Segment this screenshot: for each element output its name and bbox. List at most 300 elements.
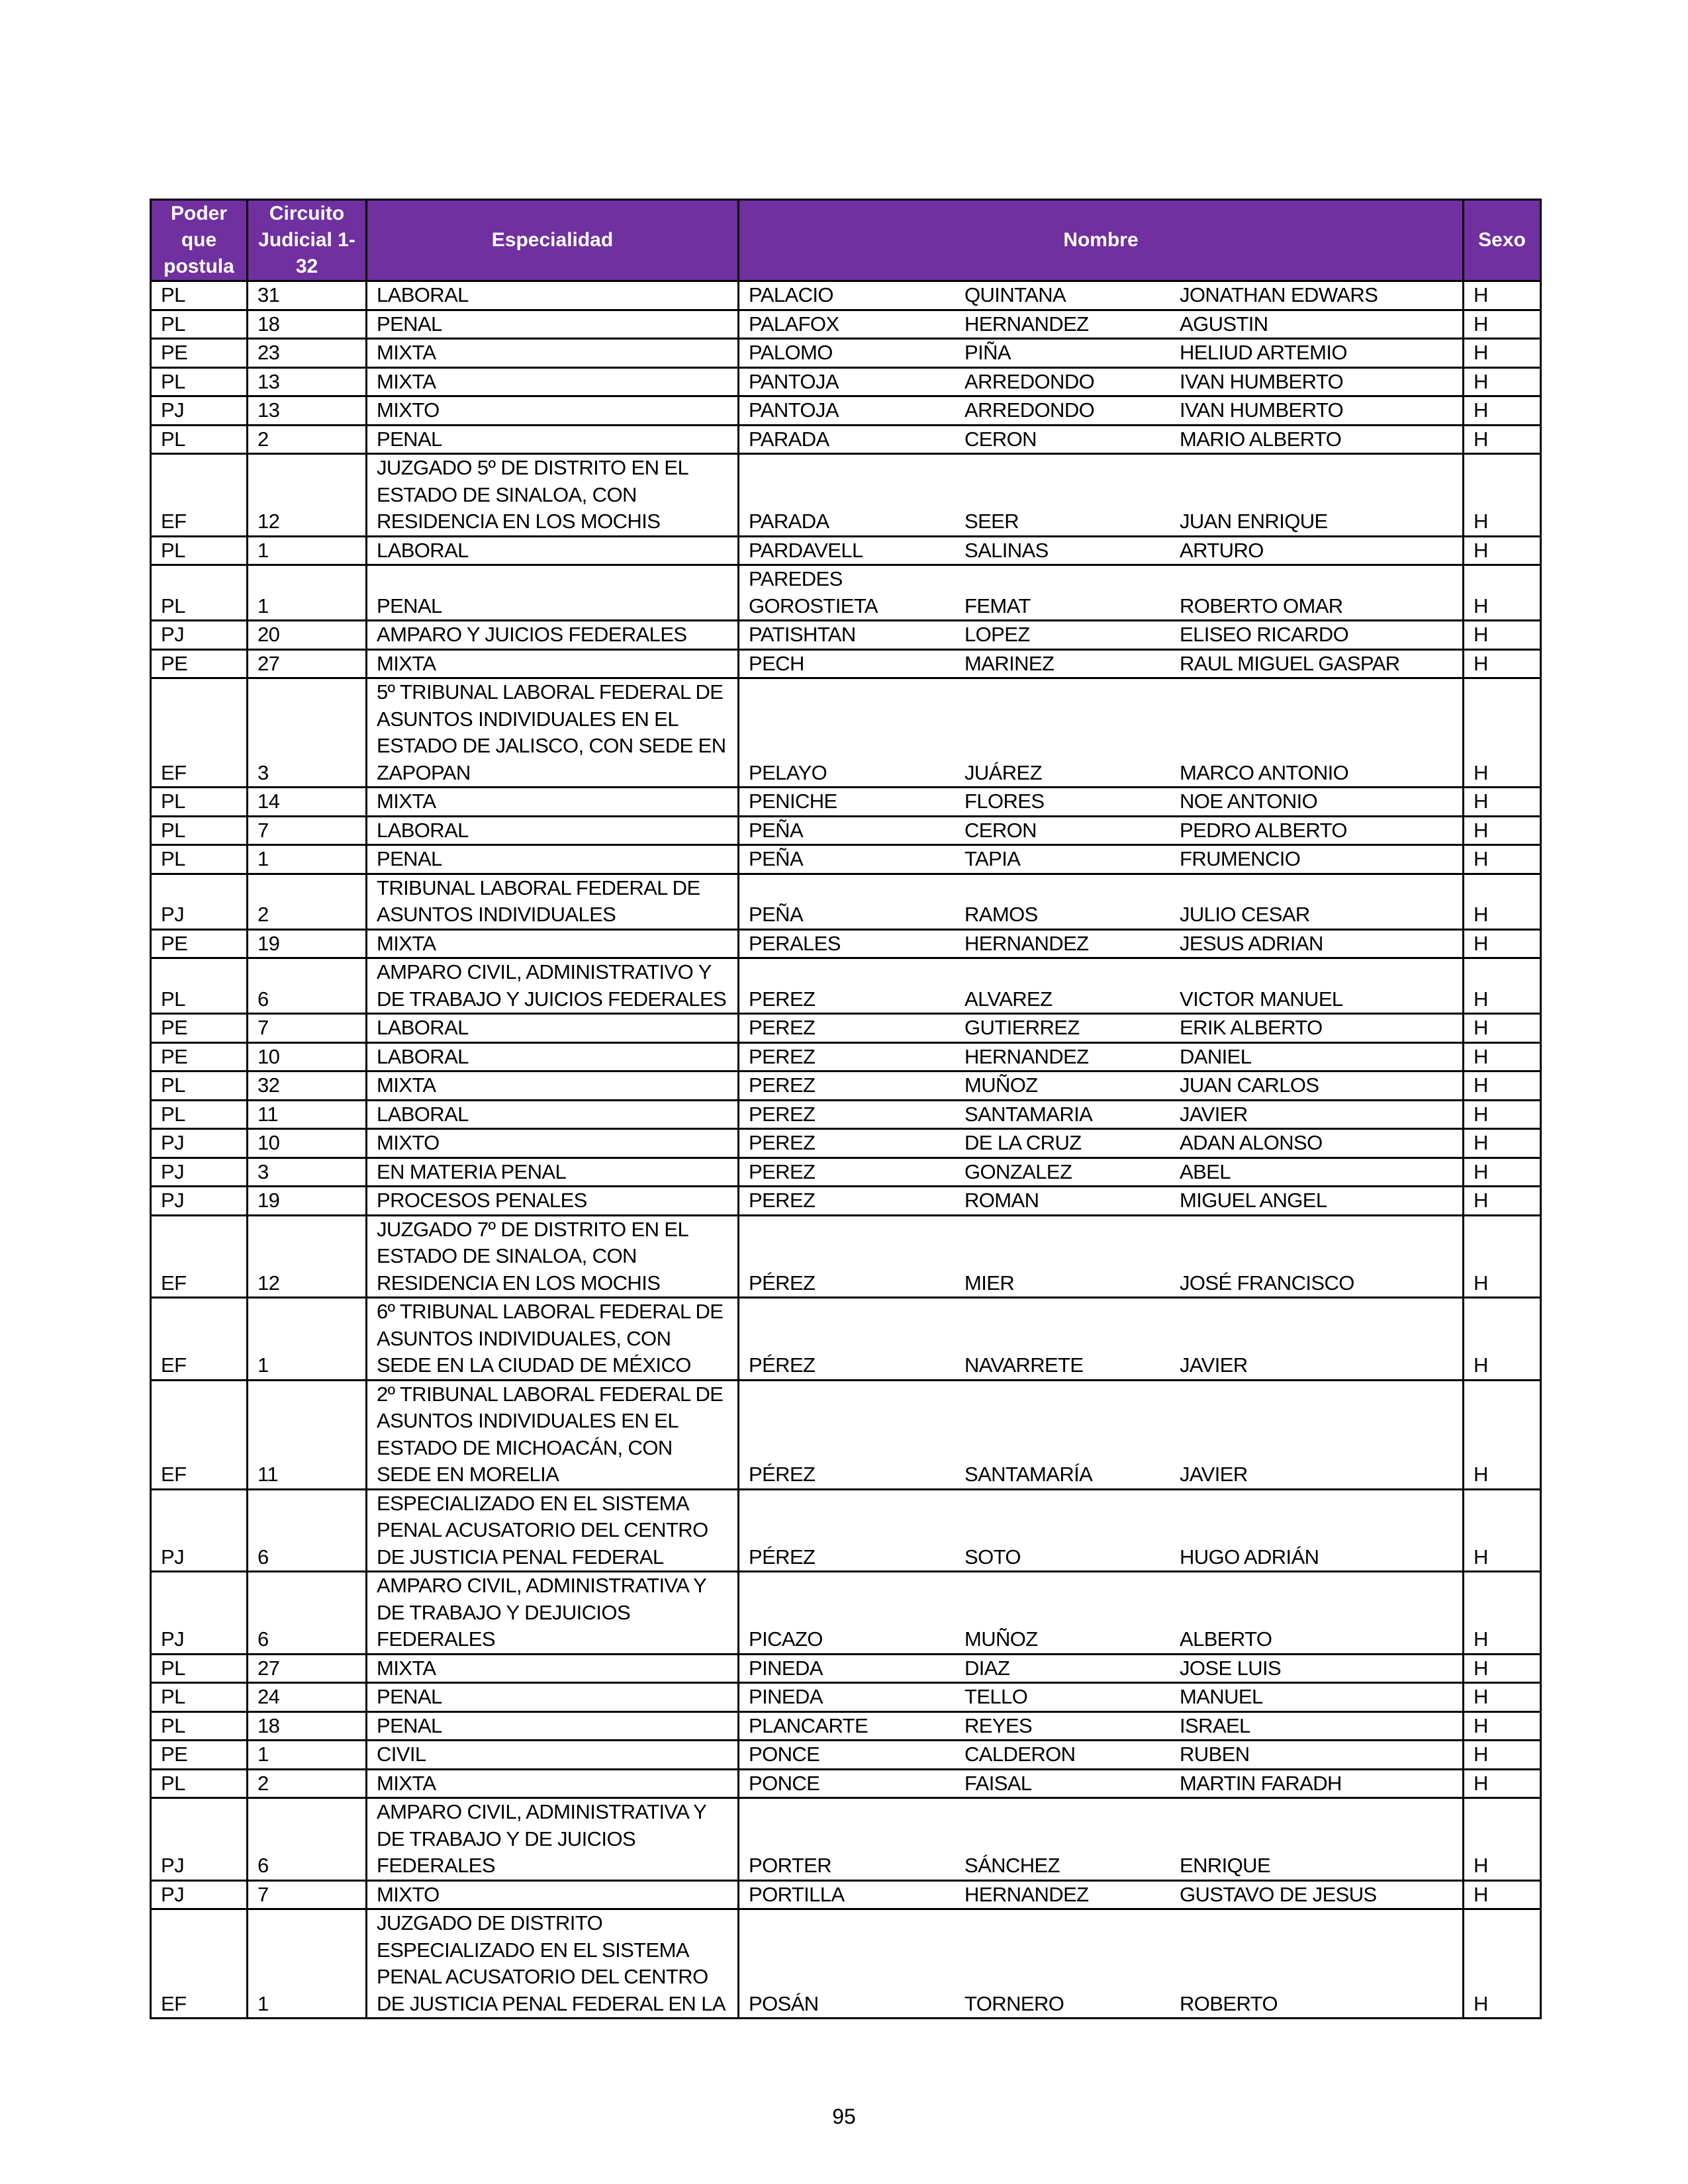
cell-especialidad: PENAL (367, 845, 739, 874)
table-row (151, 1880, 1541, 1909)
cell-especialidad: JUZGADO 7º DE DISTRITO EN EL ESTADO DE SINALOA, CON RESIDENCIA EN LOS MOCHIS (367, 1215, 739, 1298)
cell-apellido-materno: FLORES (964, 790, 1045, 813)
cell-apellido-materno: CERON (964, 427, 1037, 451)
cell-apellido-paterno: PECH (749, 651, 804, 675)
cell-sexo: H (1464, 649, 1541, 678)
table-row (151, 1798, 1541, 1881)
cell-nombre (739, 1187, 1464, 1216)
cell-especialidad: LABORAL (367, 1014, 739, 1043)
nombre-group (739, 508, 1462, 535)
cell-circuito: 1 (248, 1298, 367, 1381)
cell-apellido-materno: HERNANDEZ (964, 931, 1089, 955)
cell-nombre (739, 788, 1464, 817)
table-row (151, 874, 1541, 929)
cell-apellido-paterno: PORTER (749, 1854, 832, 1877)
cell-nombres: JULIO CESAR (1180, 903, 1310, 926)
cell-sexo: H (1464, 1298, 1541, 1381)
cell-nombres: JOSE LUIS (1180, 1656, 1282, 1680)
nombre-group (739, 1461, 1462, 1488)
table-row (151, 678, 1541, 788)
cell-nombres: ENRIQUE (1180, 1854, 1271, 1877)
table-row (151, 425, 1541, 454)
cell-apellido-materno: ALVAREZ (964, 987, 1053, 1011)
cell-apellido-materno: ARREDONDO (964, 369, 1095, 393)
nombre-group (739, 369, 1462, 396)
nombre-group (739, 1684, 1462, 1711)
cell-apellido-materno: FAISAL (964, 1771, 1032, 1795)
table-row (151, 565, 1541, 621)
cell-apellido-paterno: PÉREZ (749, 1353, 816, 1377)
cell-circuito: 11 (248, 1380, 367, 1489)
cell-apellido-materno: HERNANDEZ (964, 1882, 1089, 1906)
table-row (151, 845, 1541, 874)
cell-apellido-materno: TELLO (964, 1685, 1028, 1708)
header-poder: Poder que postula (151, 200, 248, 281)
cell-sexo: H (1464, 1769, 1541, 1798)
header-especialidad: Especialidad (367, 200, 739, 281)
cell-circuito: 12 (248, 1215, 367, 1298)
cell-apellido-materno: TAPIA (964, 847, 1021, 870)
cell-circuito: 18 (248, 310, 367, 339)
cell-apellido-materno: GONZALEZ (964, 1160, 1072, 1183)
cell-apellido-materno: MUÑOZ (964, 1073, 1038, 1097)
cell-poder: PJ (151, 874, 248, 929)
cell-sexo: H (1464, 310, 1541, 339)
cell-apellido-paterno: PINEDA (749, 1685, 823, 1708)
cell-apellido-materno: GUTIERREZ (964, 1016, 1080, 1039)
cell-nombre (739, 1071, 1464, 1101)
cell-poder: PE (151, 1014, 248, 1043)
cell-circuito: 14 (248, 788, 367, 817)
cell-sexo: H (1464, 929, 1541, 958)
cell-apellido-paterno: POSÁN (749, 1991, 819, 2015)
cell-apellido-materno: MIER (964, 1271, 1015, 1295)
cell-especialidad: MIXTA (367, 1654, 739, 1683)
cell-circuito: 19 (248, 929, 367, 958)
cell-especialidad: PENAL (367, 310, 739, 339)
cell-apellido-materno: MUÑOZ (964, 1627, 1038, 1651)
table-row (151, 958, 1541, 1014)
cell-nombre (739, 281, 1464, 310)
cell-nombres: JAVIER (1180, 1353, 1248, 1377)
cell-nombre (739, 1798, 1464, 1881)
cell-apellido-materno: SALINAS (964, 538, 1049, 562)
cell-especialidad: LABORAL (367, 281, 739, 310)
cell-especialidad: MIXTA (367, 649, 739, 678)
cell-apellido-paterno: PARADA (749, 510, 829, 533)
cell-sexo: H (1464, 958, 1541, 1014)
cell-poder: PJ (151, 1880, 248, 1909)
page-number: 95 (832, 2105, 856, 2128)
cell-sexo: H (1464, 1129, 1541, 1158)
nombre-group (739, 1187, 1462, 1214)
table-row (151, 1380, 1541, 1489)
cell-nombres: MIGUEL ANGEL (1180, 1189, 1327, 1212)
cell-nombres: ABEL (1180, 1160, 1231, 1183)
table-row (151, 310, 1541, 339)
cell-nombre (739, 845, 1464, 874)
nombre-group (739, 397, 1462, 424)
cell-nombre (739, 1711, 1464, 1741)
table-row (151, 281, 1541, 310)
header-row (151, 200, 1541, 281)
table-row (151, 1909, 1541, 2019)
cell-especialidad: MIXTO (367, 1129, 739, 1158)
cell-apellido-paterno: PELAYO (749, 760, 827, 784)
cell-poder: PJ (151, 396, 248, 426)
cell-nombres: DANIEL (1180, 1044, 1252, 1068)
cell-poder: PE (151, 929, 248, 958)
table-row (151, 1187, 1541, 1216)
cell-sexo: H (1464, 425, 1541, 454)
table-row (151, 1158, 1541, 1187)
cell-poder: EF (151, 678, 248, 788)
cell-circuito: 32 (248, 1071, 367, 1101)
nombre-group (739, 426, 1462, 453)
cell-apellido-paterno: PINEDA (749, 1656, 823, 1680)
cell-nombres: HUGO ADRIÁN (1180, 1545, 1319, 1569)
cell-sexo: H (1464, 1187, 1541, 1216)
cell-apellido-paterno: PEÑA (749, 818, 804, 842)
cell-circuito: 6 (248, 1489, 367, 1572)
cell-nombres: JAVIER (1180, 1463, 1248, 1486)
cell-especialidad: MIXTA (367, 339, 739, 368)
nombre-group (739, 986, 1462, 1013)
table-row (151, 339, 1541, 368)
cell-poder: PL (151, 565, 248, 621)
cell-apellido-paterno: PERALES (749, 931, 841, 955)
nombre-group (739, 1626, 1462, 1653)
cell-apellido-paterno: PENICHE (749, 790, 837, 813)
cell-apellido-materno: SANTAMARÍA (964, 1463, 1093, 1486)
cell-poder: EF (151, 1298, 248, 1381)
cell-nombres: JONATHAN EDWARS (1180, 283, 1378, 306)
cell-especialidad: AMPARO CIVIL, ADMINISTRATIVA Y DE TRABAJO Y DEJUICIOS FEDERALES (367, 1572, 739, 1655)
cell-sexo: H (1464, 1071, 1541, 1101)
cell-circuito: 3 (248, 1158, 367, 1187)
cell-nombre (739, 425, 1464, 454)
table-row (151, 1683, 1541, 1712)
cell-nombre (739, 1769, 1464, 1798)
cell-nombre (739, 958, 1464, 1014)
cell-sexo: H (1464, 1100, 1541, 1129)
cell-nombres: MARCO ANTONIO (1180, 760, 1349, 784)
cell-nombre (739, 1880, 1464, 1909)
cell-nombres: VICTOR MANUEL (1180, 987, 1343, 1011)
cell-apellido-paterno: PEREZ (749, 1102, 816, 1126)
cell-circuito: 31 (248, 281, 367, 310)
cell-poder: PL (151, 1769, 248, 1798)
cell-sexo: H (1464, 1880, 1541, 1909)
cell-nombre (739, 1380, 1464, 1489)
cell-circuito: 1 (248, 1909, 367, 2019)
cell-circuito: 7 (248, 1880, 367, 1909)
table-row (151, 1741, 1541, 1770)
cell-apellido-paterno: PÉREZ (749, 1545, 816, 1569)
cell-apellido-paterno: PEREZ (749, 1044, 816, 1068)
cell-apellido-paterno: PATISHTAN (749, 623, 856, 646)
cell-circuito: 13 (248, 396, 367, 426)
cell-nombre (739, 678, 1464, 788)
cell-nombre (739, 396, 1464, 426)
cell-nombre (739, 649, 1464, 678)
cell-poder: PJ (151, 1129, 248, 1158)
cell-poder: PJ (151, 1158, 248, 1187)
cell-circuito: 13 (248, 367, 367, 396)
nombre-group (739, 311, 1462, 338)
cell-circuito: 20 (248, 621, 367, 650)
cell-sexo: H (1464, 1014, 1541, 1043)
cell-nombres: AGUSTIN (1180, 312, 1268, 336)
table-row (151, 1071, 1541, 1101)
cell-apellido-materno: SÁNCHEZ (964, 1854, 1060, 1877)
cell-sexo: H (1464, 678, 1541, 788)
cell-apellido-paterno: PEREZ (749, 1160, 816, 1183)
nombre-group (739, 1130, 1462, 1157)
nombre-group (739, 788, 1462, 815)
cell-nombres: JAVIER (1180, 1102, 1248, 1126)
cell-nombres: MANUEL (1180, 1685, 1263, 1708)
cell-poder: PL (151, 1654, 248, 1683)
cell-circuito: 1 (248, 845, 367, 874)
cell-especialidad: PENAL (367, 1683, 739, 1712)
cell-sexo: H (1464, 396, 1541, 426)
cell-poder: PL (151, 367, 248, 396)
cell-sexo: H (1464, 339, 1541, 368)
cell-apellido-materno: JUÁREZ (964, 760, 1042, 784)
cell-poder: PL (151, 536, 248, 565)
cell-nombres: ROBERTO (1180, 1991, 1278, 2015)
cell-sexo: H (1464, 454, 1541, 537)
cell-apellido-materno: SOTO (964, 1545, 1021, 1569)
cell-nombre (739, 536, 1464, 565)
table-row (151, 454, 1541, 537)
cell-nombre (739, 454, 1464, 537)
cell-nombres: JOSÉ FRANCISCO (1180, 1271, 1354, 1295)
cell-especialidad: PENAL (367, 1711, 739, 1741)
cell-circuito: 23 (248, 339, 367, 368)
cell-poder: PL (151, 310, 248, 339)
nombre-group (739, 1741, 1462, 1768)
cell-apellido-materno: RAMOS (964, 903, 1038, 926)
cell-especialidad: LABORAL (367, 536, 739, 565)
table-row (151, 1489, 1541, 1572)
cell-apellido-paterno: PALACIO (749, 283, 833, 306)
cell-especialidad: MIXTO (367, 1880, 739, 1909)
cell-circuito: 6 (248, 1572, 367, 1655)
cell-apellido-materno: FEMAT (964, 594, 1031, 617)
cell-apellido-paterno: PICAZO (749, 1627, 823, 1651)
cell-nombre (739, 621, 1464, 650)
cell-apellido-materno: CERON (964, 818, 1037, 842)
cell-poder: PL (151, 1683, 248, 1712)
cell-nombres: JUAN CARLOS (1180, 1073, 1319, 1097)
cell-apellido-paterno: PARDAVELL (749, 538, 863, 562)
cell-especialidad: JUZGADO 5º DE DISTRITO EN EL ESTADO DE SINALOA, CON RESIDENCIA EN LOS MOCHIS (367, 454, 739, 537)
cell-circuito: 18 (248, 1711, 367, 1741)
nombre-group (739, 1159, 1462, 1186)
cell-nombres: ERIK ALBERTO (1180, 1016, 1323, 1039)
cell-circuito: 7 (248, 816, 367, 845)
cell-especialidad: 5º TRIBUNAL LABORAL FEDERAL DE ASUNTOS INDIVIDUALES EN EL ESTADO DE JALISCO, CON SEDE EN ZAPOPAN (367, 678, 739, 788)
cell-nombres: FRUMENCIO (1180, 847, 1301, 870)
cell-especialidad: AMPARO CIVIL, ADMINISTRATIVO Y DE TRABAJO Y JUICIOS FEDERALES (367, 958, 739, 1014)
cell-nombre (739, 1909, 1464, 2019)
cell-apellido-materno: TORNERO (964, 1991, 1064, 2015)
cell-circuito: 2 (248, 874, 367, 929)
cell-poder: PE (151, 649, 248, 678)
cell-poder: PJ (151, 1187, 248, 1216)
nombre-group (739, 651, 1462, 678)
cell-apellido-paterno: PONCE (749, 1743, 820, 1766)
table-body (151, 281, 1541, 2019)
cell-nombre (739, 1489, 1464, 1572)
cell-sexo: H (1464, 1042, 1541, 1071)
nombre-group (739, 931, 1462, 958)
cell-especialidad: AMPARO Y JUICIOS FEDERALES (367, 621, 739, 650)
cell-sexo: H (1464, 1215, 1541, 1298)
cell-poder: EF (151, 1215, 248, 1298)
cell-sexo: H (1464, 367, 1541, 396)
cell-apellido-materno: DE LA CRUZ (964, 1131, 1082, 1154)
cell-circuito: 1 (248, 536, 367, 565)
nombre-group (739, 901, 1462, 929)
cell-nombres: MARTIN FARADH (1180, 1771, 1342, 1795)
cell-poder: PJ (151, 1798, 248, 1881)
table-row (151, 788, 1541, 817)
cell-especialidad: 2º TRIBUNAL LABORAL FEDERAL DE ASUNTOS INDIVIDUALES EN EL ESTADO DE MICHOACÁN, CON SEDE EN MORELIA (367, 1380, 739, 1489)
cell-apellido-paterno: PEREZ (749, 987, 816, 1011)
nombre-group (739, 1044, 1462, 1071)
cell-nombres: PEDRO ALBERTO (1180, 818, 1347, 842)
cell-especialidad: 6º TRIBUNAL LABORAL FEDERAL DE ASUNTOS INDIVIDUALES, CON SEDE EN LA CIUDAD DE MÉXICO (367, 1298, 739, 1381)
cell-apellido-paterno: PALAFOX (749, 312, 839, 336)
table-row (151, 536, 1541, 565)
table-row (151, 1711, 1541, 1741)
cell-nombre (739, 1683, 1464, 1712)
cell-nombre (739, 310, 1464, 339)
cell-apellido-materno: MARINEZ (964, 651, 1055, 675)
cell-poder: EF (151, 454, 248, 537)
cell-nombre (739, 1129, 1464, 1158)
cell-apellido-materno: ROMAN (964, 1189, 1039, 1212)
table-row (151, 1014, 1541, 1043)
cell-especialidad: AMPARO CIVIL, ADMINISTRATIVA Y DE TRABAJO Y DE JUICIOS FEDERALES (367, 1798, 739, 1881)
table-row (151, 1042, 1541, 1071)
cell-circuito: 3 (248, 678, 367, 788)
cell-poder: PE (151, 1741, 248, 1770)
table-row (151, 1654, 1541, 1683)
cell-apellido-materno: DIAZ (964, 1656, 1010, 1680)
cell-circuito: 27 (248, 649, 367, 678)
cell-apellido-materno: HERNANDEZ (964, 1044, 1089, 1068)
table-row (151, 649, 1541, 678)
cell-apellido-paterno: PEREZ (749, 1016, 816, 1039)
cell-sexo: H (1464, 816, 1541, 845)
cell-poder: PL (151, 788, 248, 817)
cell-apellido-paterno: PALOMO (749, 341, 833, 364)
cell-sexo: H (1464, 1158, 1541, 1187)
nombre-group (739, 1852, 1462, 1880)
cell-especialidad: MIXTA (367, 788, 739, 817)
cell-circuito: 11 (248, 1100, 367, 1129)
cell-apellido-paterno: PLANCARTE (749, 1713, 868, 1737)
cell-apellido-paterno: PAREDES GOROSTIETA (749, 567, 878, 617)
cell-especialidad: MIXTA (367, 1071, 739, 1101)
cell-especialidad: LABORAL (367, 1042, 739, 1071)
candidates-table (150, 199, 1542, 2019)
nombre-group (739, 621, 1462, 649)
cell-nombre (739, 1100, 1464, 1129)
cell-apellido-paterno: PORTILLA (749, 1882, 845, 1906)
nombre-group (739, 1544, 1462, 1571)
cell-sexo: H (1464, 565, 1541, 621)
table-row (151, 816, 1541, 845)
cell-nombre (739, 1741, 1464, 1770)
cell-apellido-materno: NAVARRETE (964, 1353, 1084, 1377)
cell-apellido-materno: REYES (964, 1713, 1033, 1737)
cell-nombre (739, 565, 1464, 621)
cell-poder: EF (151, 1380, 248, 1489)
cell-poder: PL (151, 845, 248, 874)
cell-apellido-paterno: PONCE (749, 1771, 820, 1795)
cell-apellido-materno: LOPEZ (964, 623, 1030, 646)
cell-circuito: 10 (248, 1129, 367, 1158)
nombre-group (739, 1015, 1462, 1042)
cell-apellido-paterno: PEREZ (749, 1131, 816, 1154)
cell-sexo: H (1464, 788, 1541, 817)
cell-nombres: RUBEN (1180, 1743, 1250, 1766)
cell-nombres: GUSTAVO DE JESUS (1180, 1882, 1377, 1906)
cell-especialidad: MIXTA (367, 1769, 739, 1798)
nombre-group (739, 1352, 1462, 1379)
cell-circuito: 1 (248, 565, 367, 621)
cell-circuito: 19 (248, 1187, 367, 1216)
cell-especialidad: EN MATERIA PENAL (367, 1158, 739, 1187)
cell-nombres: JUAN ENRIQUE (1180, 510, 1328, 533)
cell-nombres: JESUS ADRIAN (1180, 931, 1323, 955)
cell-nombres: IVAN HUMBERTO (1180, 369, 1344, 393)
cell-nombre (739, 1298, 1464, 1381)
cell-nombre (739, 1014, 1464, 1043)
cell-poder: PL (151, 958, 248, 1014)
cell-nombres: ROBERTO OMAR (1180, 594, 1343, 617)
nombre-group (739, 1882, 1462, 1909)
cell-poder: PE (151, 1042, 248, 1071)
cell-sexo: H (1464, 536, 1541, 565)
cell-sexo: H (1464, 845, 1541, 874)
cell-circuito: 6 (248, 958, 367, 1014)
cell-especialidad: PENAL (367, 565, 739, 621)
cell-apellido-paterno: PEREZ (749, 1073, 816, 1097)
table-row (151, 929, 1541, 958)
cell-sexo: H (1464, 1572, 1541, 1655)
cell-apellido-paterno: PÉREZ (749, 1271, 816, 1295)
cell-nombres: RAUL MIGUEL GASPAR (1180, 651, 1400, 675)
cell-sexo: H (1464, 874, 1541, 929)
cell-especialidad: MIXTA (367, 929, 739, 958)
cell-especialidad: PENAL (367, 425, 739, 454)
cell-sexo: H (1464, 1489, 1541, 1572)
cell-circuito: 27 (248, 1654, 367, 1683)
cell-nombres: NOE ANTONIO (1180, 790, 1318, 813)
cell-apellido-materno: HERNANDEZ (964, 312, 1089, 336)
cell-apellido-materno: CALDERON (964, 1743, 1076, 1766)
cell-apellido-materno: SEER (964, 510, 1019, 533)
nombre-group (739, 1713, 1462, 1740)
cell-especialidad: MIXTA (367, 367, 739, 396)
table-row (151, 621, 1541, 650)
